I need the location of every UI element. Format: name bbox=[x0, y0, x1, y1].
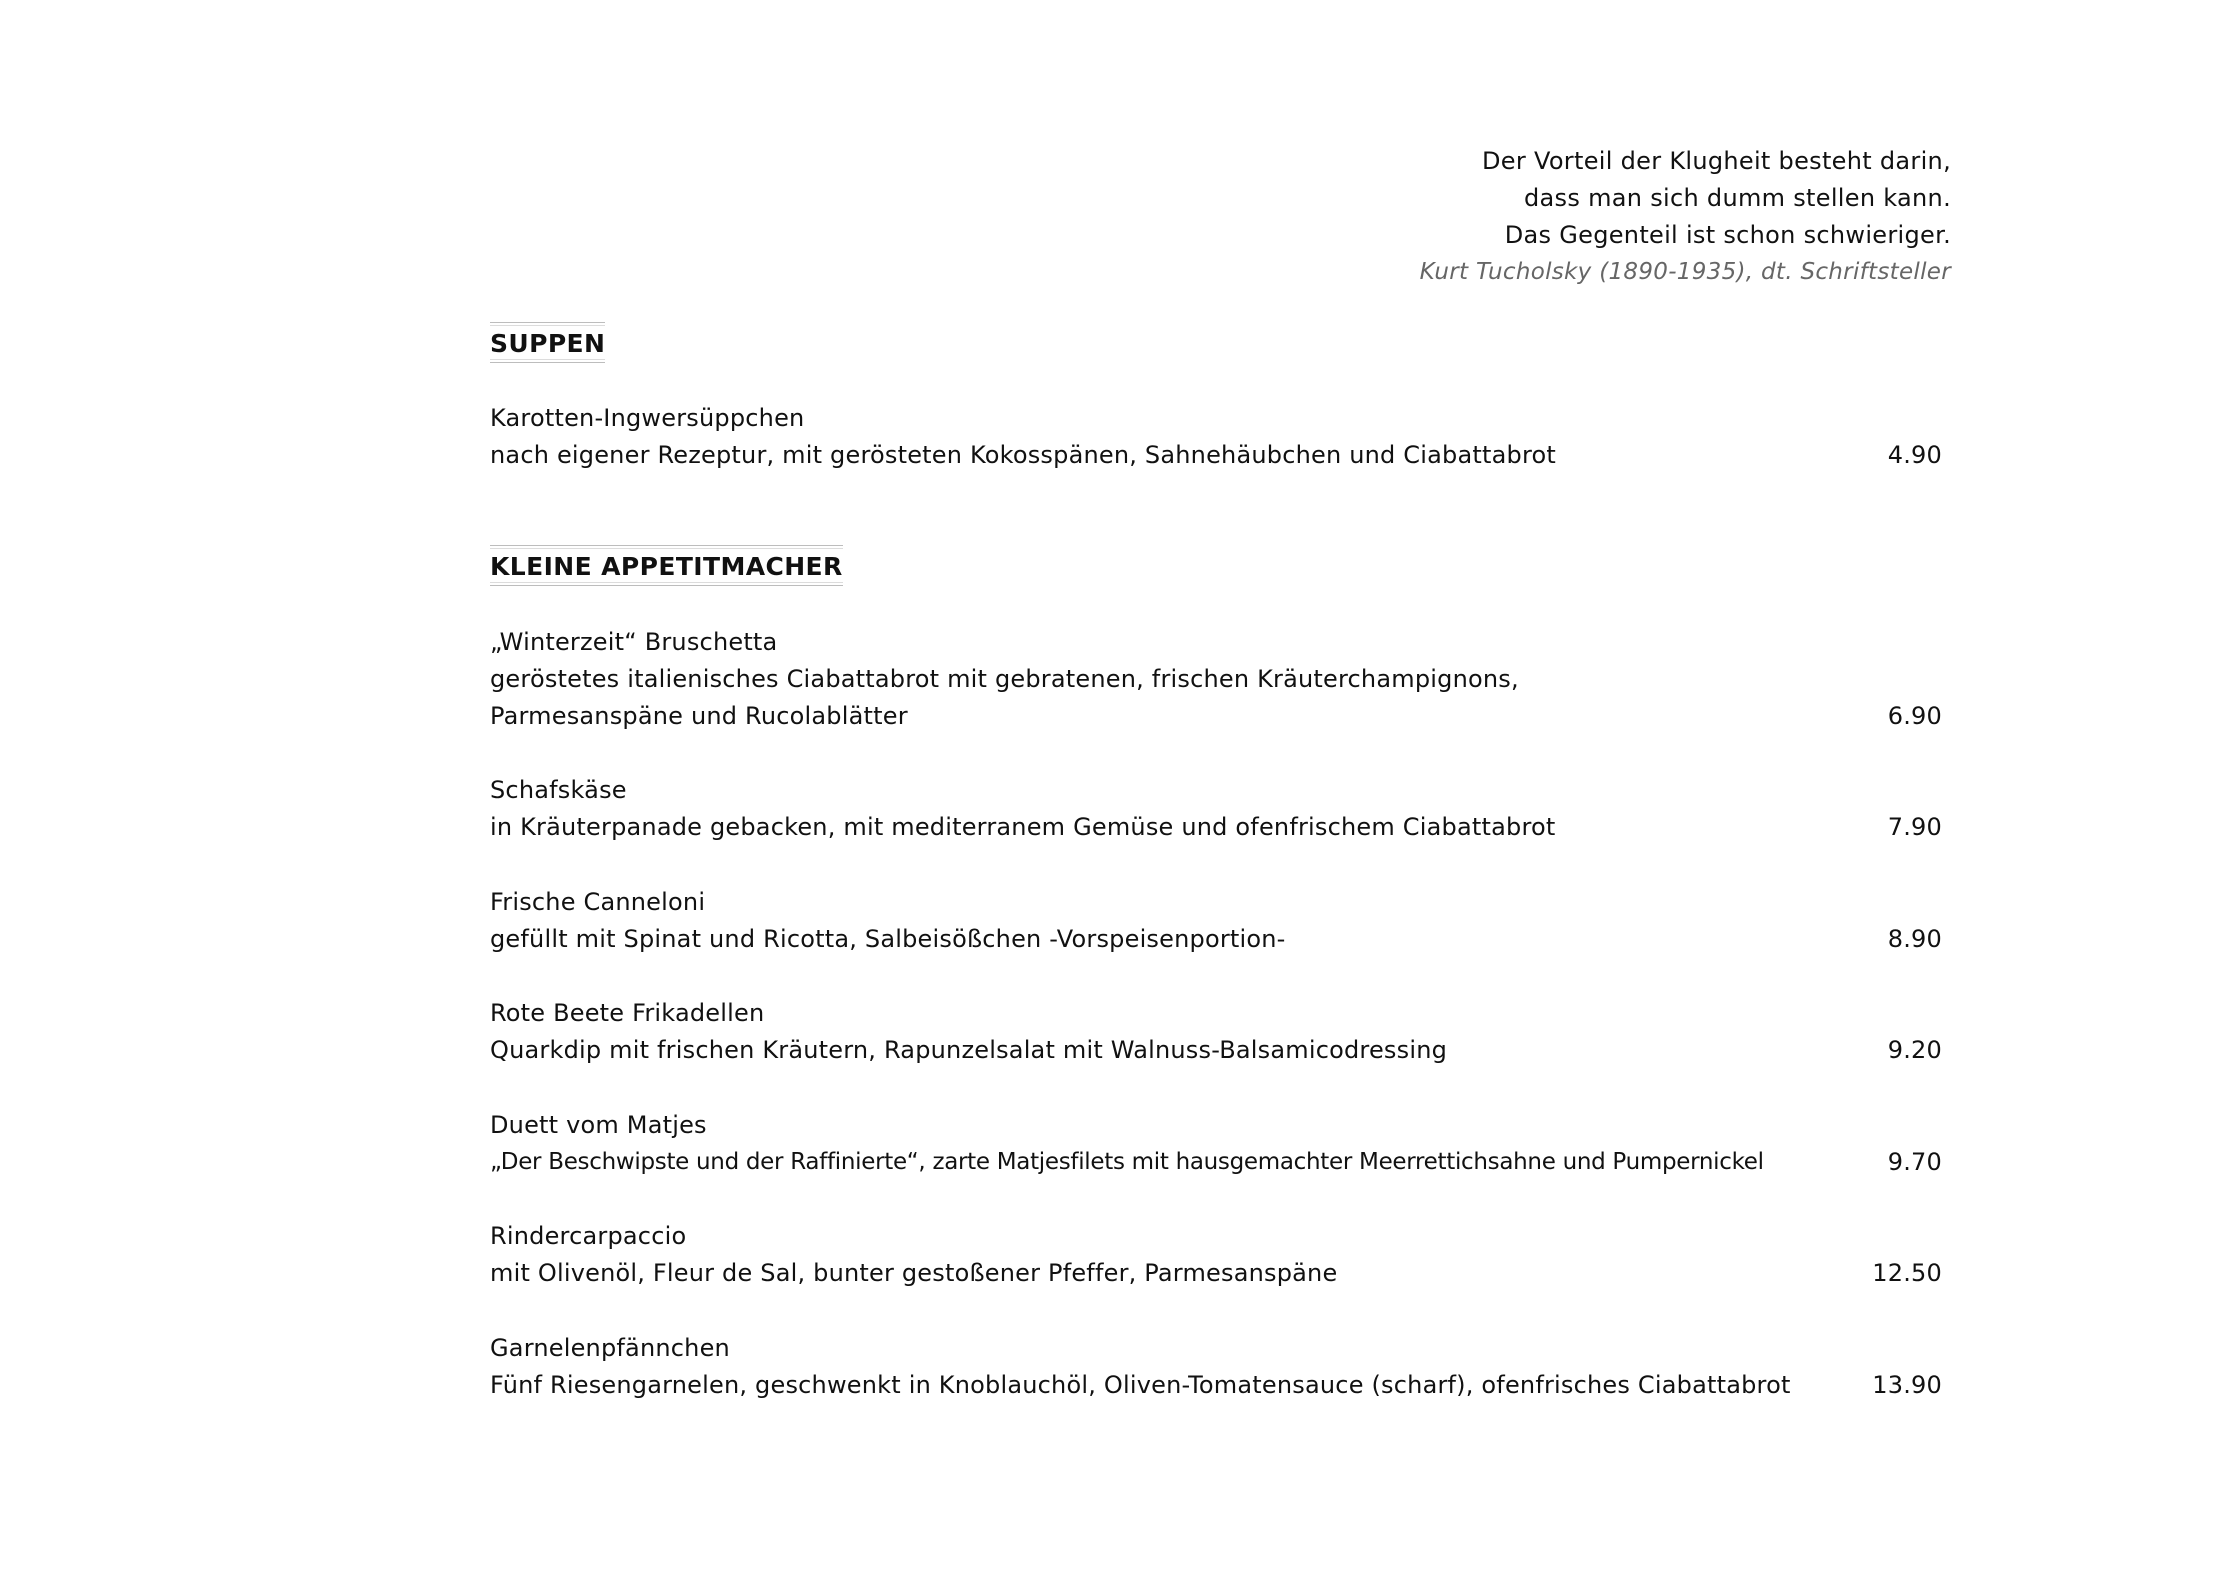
item-description: gefüllt mit Spinat und Ricotta, Salbeisößchen -Vorspeisenportion- bbox=[490, 925, 1286, 953]
item-description: nach eigener Rezeptur, mit gerösteten Kokosspänen, Sahnehäubchen und Ciabattabrot bbox=[490, 441, 1556, 469]
quote-line: Das Gegenteil ist schon schwieriger. bbox=[1504, 221, 1951, 249]
menu-item bbox=[490, 624, 1942, 735]
menu-item bbox=[490, 995, 1942, 1069]
quote-line: Der Vorteil der Klugheit besteht darin, bbox=[1482, 147, 1951, 175]
item-price: 12.50 bbox=[1872, 1259, 1942, 1287]
quote-block bbox=[1420, 143, 1951, 291]
item-price: 8.90 bbox=[1887, 925, 1942, 953]
item-price: 9.70 bbox=[1887, 1148, 1942, 1176]
item-price: 6.90 bbox=[1887, 702, 1942, 730]
menu-item bbox=[490, 400, 1942, 474]
menu-item bbox=[490, 772, 1942, 846]
item-description: mit Olivenöl, Fleur de Sal, bunter gestoßener Pfeffer, Parmesanspäne bbox=[490, 1259, 1338, 1287]
menu-item bbox=[490, 884, 1942, 958]
section-heading-kleine-appetitmacher: KLEINE APPETITMACHER bbox=[490, 545, 843, 586]
item-description: „Der Beschwipste und der Raffinierte“, zarte Matjesfilets mit hausgemachter Meerrettichsahne und Pumpernickel bbox=[490, 1149, 1764, 1175]
item-name: Frische Canneloni bbox=[490, 888, 706, 916]
item-name: Karotten-Ingwersüppchen bbox=[490, 404, 805, 432]
section-heading-suppen: SUPPEN bbox=[490, 322, 605, 363]
item-name: Rindercarpaccio bbox=[490, 1222, 687, 1250]
menu-item bbox=[490, 1107, 1942, 1181]
quote-attribution: Kurt Tucholsky (1890-1935), dt. Schriftsteller bbox=[1419, 259, 1951, 285]
item-price: 9.20 bbox=[1887, 1036, 1942, 1064]
menu-item bbox=[490, 1218, 1942, 1292]
quote-line: dass man sich dumm stellen kann. bbox=[1524, 184, 1951, 212]
item-description: Fünf Riesengarnelen, geschwenkt in Knoblauchöl, Oliven-Tomatensauce (scharf), ofenfrisches Ciabattabrot bbox=[490, 1371, 1791, 1399]
item-price: 4.90 bbox=[1887, 441, 1942, 469]
item-name: Duett vom Matjes bbox=[490, 1111, 707, 1139]
item-price: 7.90 bbox=[1887, 813, 1942, 841]
menu-item bbox=[490, 1330, 1942, 1404]
item-name: Rote Beete Frikadellen bbox=[490, 999, 765, 1027]
item-name: Garnelenpfännchen bbox=[490, 1334, 730, 1362]
item-description: Quarkdip mit frischen Kräutern, Rapunzelsalat mit Walnuss-Balsamicodressing bbox=[490, 1036, 1448, 1064]
item-name: „Winterzeit“ Bruschetta bbox=[490, 628, 778, 656]
item-description: geröstetes italienisches Ciabattabrot mit gebratenen, frischen Kräuterchampignons, Parmesanspäne und Rucolablätter bbox=[490, 665, 1519, 730]
item-price: 13.90 bbox=[1872, 1371, 1942, 1399]
item-description: in Kräuterpanade gebacken, mit mediterranem Gemüse und ofenfrischem Ciabattabrot bbox=[490, 813, 1556, 841]
item-name: Schafskäse bbox=[490, 776, 627, 804]
